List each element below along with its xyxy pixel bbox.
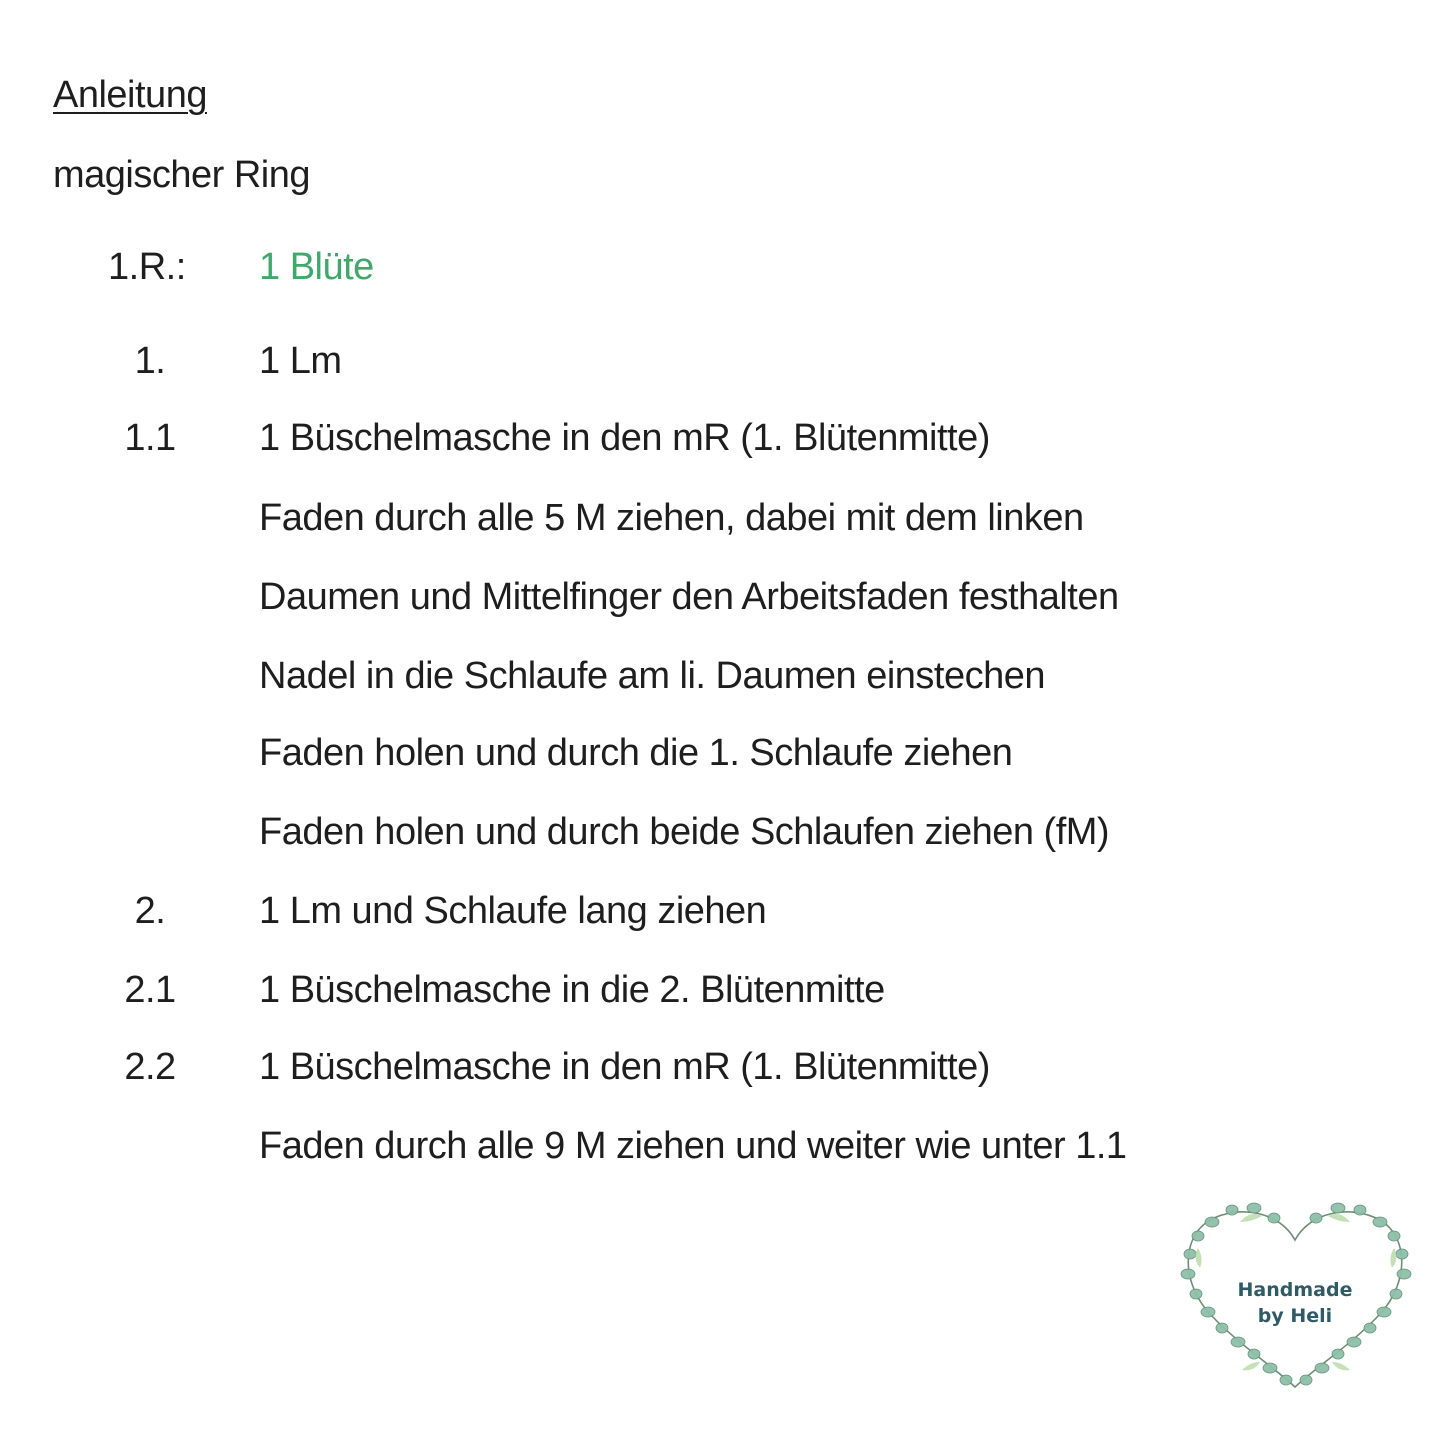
logo-line1: Handmade xyxy=(1237,1279,1353,1301)
step-text: 1 Büschelmasche in den mR (1. Blütenmitte) xyxy=(259,417,990,459)
step-row xyxy=(0,811,1440,863)
heart-wreath-icon xyxy=(1170,1192,1420,1402)
step-text: 1 Lm und Schlaufe lang ziehen xyxy=(259,890,767,932)
step-row xyxy=(0,417,1440,469)
round-number: 1.R.: xyxy=(108,246,186,288)
page-subheading: magischer Ring xyxy=(53,154,310,196)
step-number: 2. xyxy=(134,890,166,932)
step-text: Nadel in die Schlaufe am li. Daumen einstechen xyxy=(259,655,1046,697)
step-row xyxy=(0,576,1440,628)
step-row xyxy=(0,1046,1440,1098)
step-text: 1 Büschelmasche in die 2. Blütenmitte xyxy=(259,969,885,1011)
step-text: 1 Büschelmasche in den mR (1. Blütenmitte) xyxy=(259,1046,990,1088)
page-heading: Anleitung xyxy=(53,74,207,116)
step-text: Daumen und Mittelfinger den Arbeitsfaden festhalten xyxy=(259,576,1119,618)
step-row xyxy=(0,969,1440,1021)
step-row xyxy=(0,1125,1440,1177)
step-row xyxy=(0,732,1440,784)
step-row xyxy=(0,340,1440,392)
step-number: 2.2 xyxy=(124,1046,176,1088)
step-text: Faden holen und durch beide Schlaufen ziehen (fM) xyxy=(259,811,1110,853)
step-row xyxy=(0,655,1440,707)
step-row xyxy=(0,890,1440,942)
step-text: Faden holen und durch die 1. Schlaufe ziehen xyxy=(259,732,1013,774)
logo-line2: by Heli xyxy=(1257,1305,1333,1327)
round-title: 1 Blüte xyxy=(259,246,374,288)
step-text: 1 Lm xyxy=(259,340,342,382)
step-row xyxy=(0,497,1440,549)
step-number: 1.1 xyxy=(124,417,176,459)
step-text: Faden durch alle 5 M ziehen, dabei mit dem linken xyxy=(259,497,1084,539)
handmade-logo xyxy=(1170,1192,1420,1402)
step-text: Faden durch alle 9 M ziehen und weiter wie unter 1.1 xyxy=(259,1125,1127,1167)
step-number: 2.1 xyxy=(124,969,176,1011)
step-number: 1. xyxy=(134,340,166,382)
